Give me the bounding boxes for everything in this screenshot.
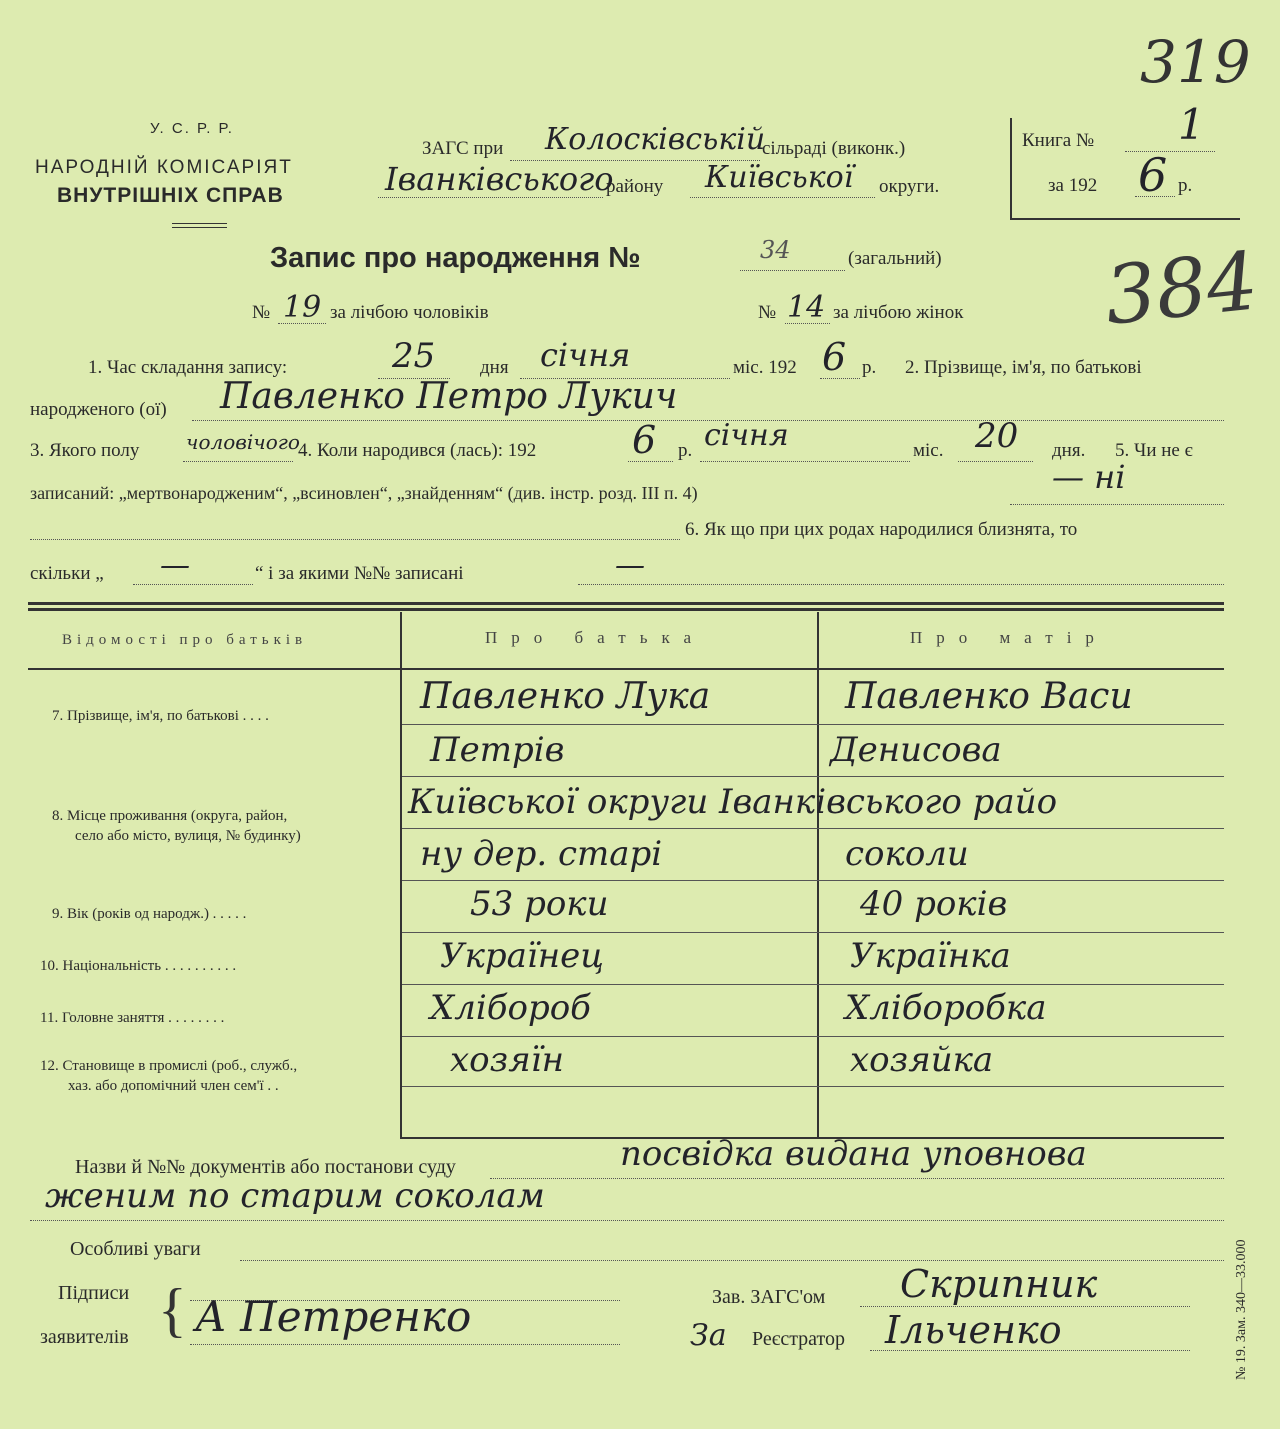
commissariat-line-1: НАРОДНІЙ КОМІСАРІЯТ	[35, 157, 293, 178]
row-label-9: 9. Вік (років од народж.) . . . . .	[52, 906, 247, 922]
row-label-10: 10. Національність . . . . . . . . . .	[40, 958, 237, 974]
father-patronymic: Петрів	[430, 730, 565, 770]
registrar-mark: За	[690, 1318, 727, 1353]
f2-label: 2. Прізвище, ім'я, по батькові	[905, 357, 1142, 378]
f5-label: 5. Чи не є	[1115, 440, 1193, 461]
f4-year-digit: 6	[632, 418, 657, 462]
notes-label: Особливі уваги	[70, 1238, 201, 1260]
row-label-8a: 8. Місце проживання (округа, район,	[52, 808, 288, 824]
f5-value: — ні	[1052, 458, 1126, 496]
f1-month: січня	[540, 336, 631, 374]
father-status: хозяїн	[450, 1040, 564, 1080]
sign-label-2: заявителів	[40, 1326, 129, 1348]
commissariat-line-2: ВНУТРІШНІХ СПРАВ	[57, 184, 284, 207]
head-label: Зав. ЗАГС'ом	[712, 1286, 826, 1308]
okruha-label: округи.	[879, 176, 940, 197]
registrar-label: Реєстратор	[752, 1328, 846, 1350]
male-prefix: №	[252, 302, 271, 323]
raion-value: Іванківського	[385, 160, 614, 198]
book-number: 1	[1178, 100, 1205, 149]
f4-label: 4. Коли народився (лась): 192	[298, 440, 537, 461]
row-label-12b: хаз. або допомічний член сем'ї . .	[68, 1078, 279, 1094]
col-father-header: Про батька	[485, 628, 706, 647]
f1-day-label: дня	[480, 357, 509, 378]
f1-year-suffix: р.	[862, 357, 877, 378]
zags-prefix: ЗАГС при	[422, 138, 504, 159]
raion-label: району	[606, 176, 664, 197]
margin-number: 384	[1100, 234, 1263, 343]
residence-line-1: Київської округи Іванківського райо	[408, 782, 1058, 822]
book-year-suffix: р.	[1178, 175, 1193, 196]
male-label: за лічбою чоловіків	[330, 302, 489, 323]
f4-month: січня	[704, 418, 789, 453]
f4-day-label: дня.	[1052, 440, 1086, 461]
mother-nationality: Українка	[850, 936, 1011, 976]
docs-value-2: женим по старим соколам	[45, 1176, 545, 1216]
f3-label: 3. Якого полу	[30, 440, 140, 461]
father-age: 53 роки	[470, 884, 609, 924]
father-surname: Павленко Лука	[420, 676, 711, 717]
archive-number: 319	[1140, 28, 1251, 96]
col-info-header: Відомості про батьків	[62, 632, 308, 648]
father-occupation: Хлібороб	[430, 988, 591, 1028]
f3-value: чоловічого	[186, 430, 300, 454]
mother-surname: Павленко Васи	[845, 676, 1133, 717]
f1-month-label: міс. 192	[733, 357, 797, 378]
f5-label-2: записаний: „мертвонародженим“, „всиновлен“, „знайденням“ (див. інстр. розд. III п. 4)	[30, 483, 698, 503]
zags-suffix: сільраді (виконк.)	[762, 138, 906, 159]
applicant-signature: А Петренко	[195, 1292, 472, 1341]
book-label: Книга №	[1022, 130, 1095, 151]
okruha-value: Київської	[705, 160, 854, 195]
father-nationality: Українец	[440, 936, 605, 976]
registrar-signature: Ільченко	[885, 1308, 1062, 1352]
female-label: за лічбою жінок	[833, 302, 964, 323]
father-residence-2: ну дер. старі	[420, 834, 663, 874]
ussr-label: У. С. Р. Р.	[150, 120, 234, 137]
book-year-prefix: за 192	[1048, 175, 1098, 196]
col-mother-header: Про матір	[910, 628, 1108, 647]
docs-label: Назви й №№ документів або постанови суду	[75, 1156, 456, 1178]
sign-label-1: Підписи	[58, 1282, 130, 1304]
head-signature: Скрипник	[900, 1262, 1098, 1306]
row-label-7: 7. Прізвище, ім'я, по батькові . . . .	[52, 708, 269, 724]
f1-year-digit: 6	[822, 335, 847, 379]
sign-brace: {	[158, 1277, 187, 1343]
book-year-digit: 6	[1138, 148, 1168, 202]
f4-year-suffix: р.	[678, 440, 693, 461]
f2-label-2: народженого (ої)	[30, 399, 167, 420]
mother-age: 40 років	[860, 884, 1008, 924]
mother-status: хозяйка	[850, 1040, 994, 1080]
female-prefix: №	[758, 302, 777, 323]
f2-value: Павленко Петро Лукич	[220, 376, 678, 417]
f6-numbers: —	[615, 548, 645, 583]
f4-day: 20	[975, 416, 1019, 456]
docs-value-1: посвідка видана уповнова	[620, 1134, 1087, 1174]
row-label-11: 11. Головне заняття . . . . . . . .	[40, 1010, 225, 1026]
mother-occupation: Хліборобка	[845, 988, 1047, 1028]
zags-village: Колосківській	[545, 122, 766, 157]
f6-count: —	[160, 548, 190, 583]
print-code: № 19. Зам. 340—33.000	[1234, 1239, 1249, 1380]
f4-month-label: міс.	[913, 440, 944, 461]
f6-label-2: скільки „	[30, 563, 104, 584]
row-label-8b: село або місто, вулиця, № будинку)	[75, 828, 301, 844]
mother-residence-2: соколи	[845, 834, 969, 874]
row-label-12a: 12. Становище в промислі (роб., служб.,	[40, 1058, 298, 1074]
f1-label: 1. Час складання запису:	[88, 357, 288, 378]
male-number: 19	[283, 290, 322, 325]
female-number: 14	[787, 290, 826, 325]
general-label: (загальний)	[848, 248, 942, 269]
general-number: 34	[760, 236, 791, 264]
mother-patronymic: Денисова	[830, 730, 1002, 770]
record-title: Запис про народження №	[270, 242, 641, 274]
f1-day: 25	[392, 336, 436, 376]
f6-label-3: “ і за якими №№ записані	[255, 563, 464, 584]
f6-label: 6. Як що при цих родах народилися близнята, то	[685, 519, 1078, 540]
